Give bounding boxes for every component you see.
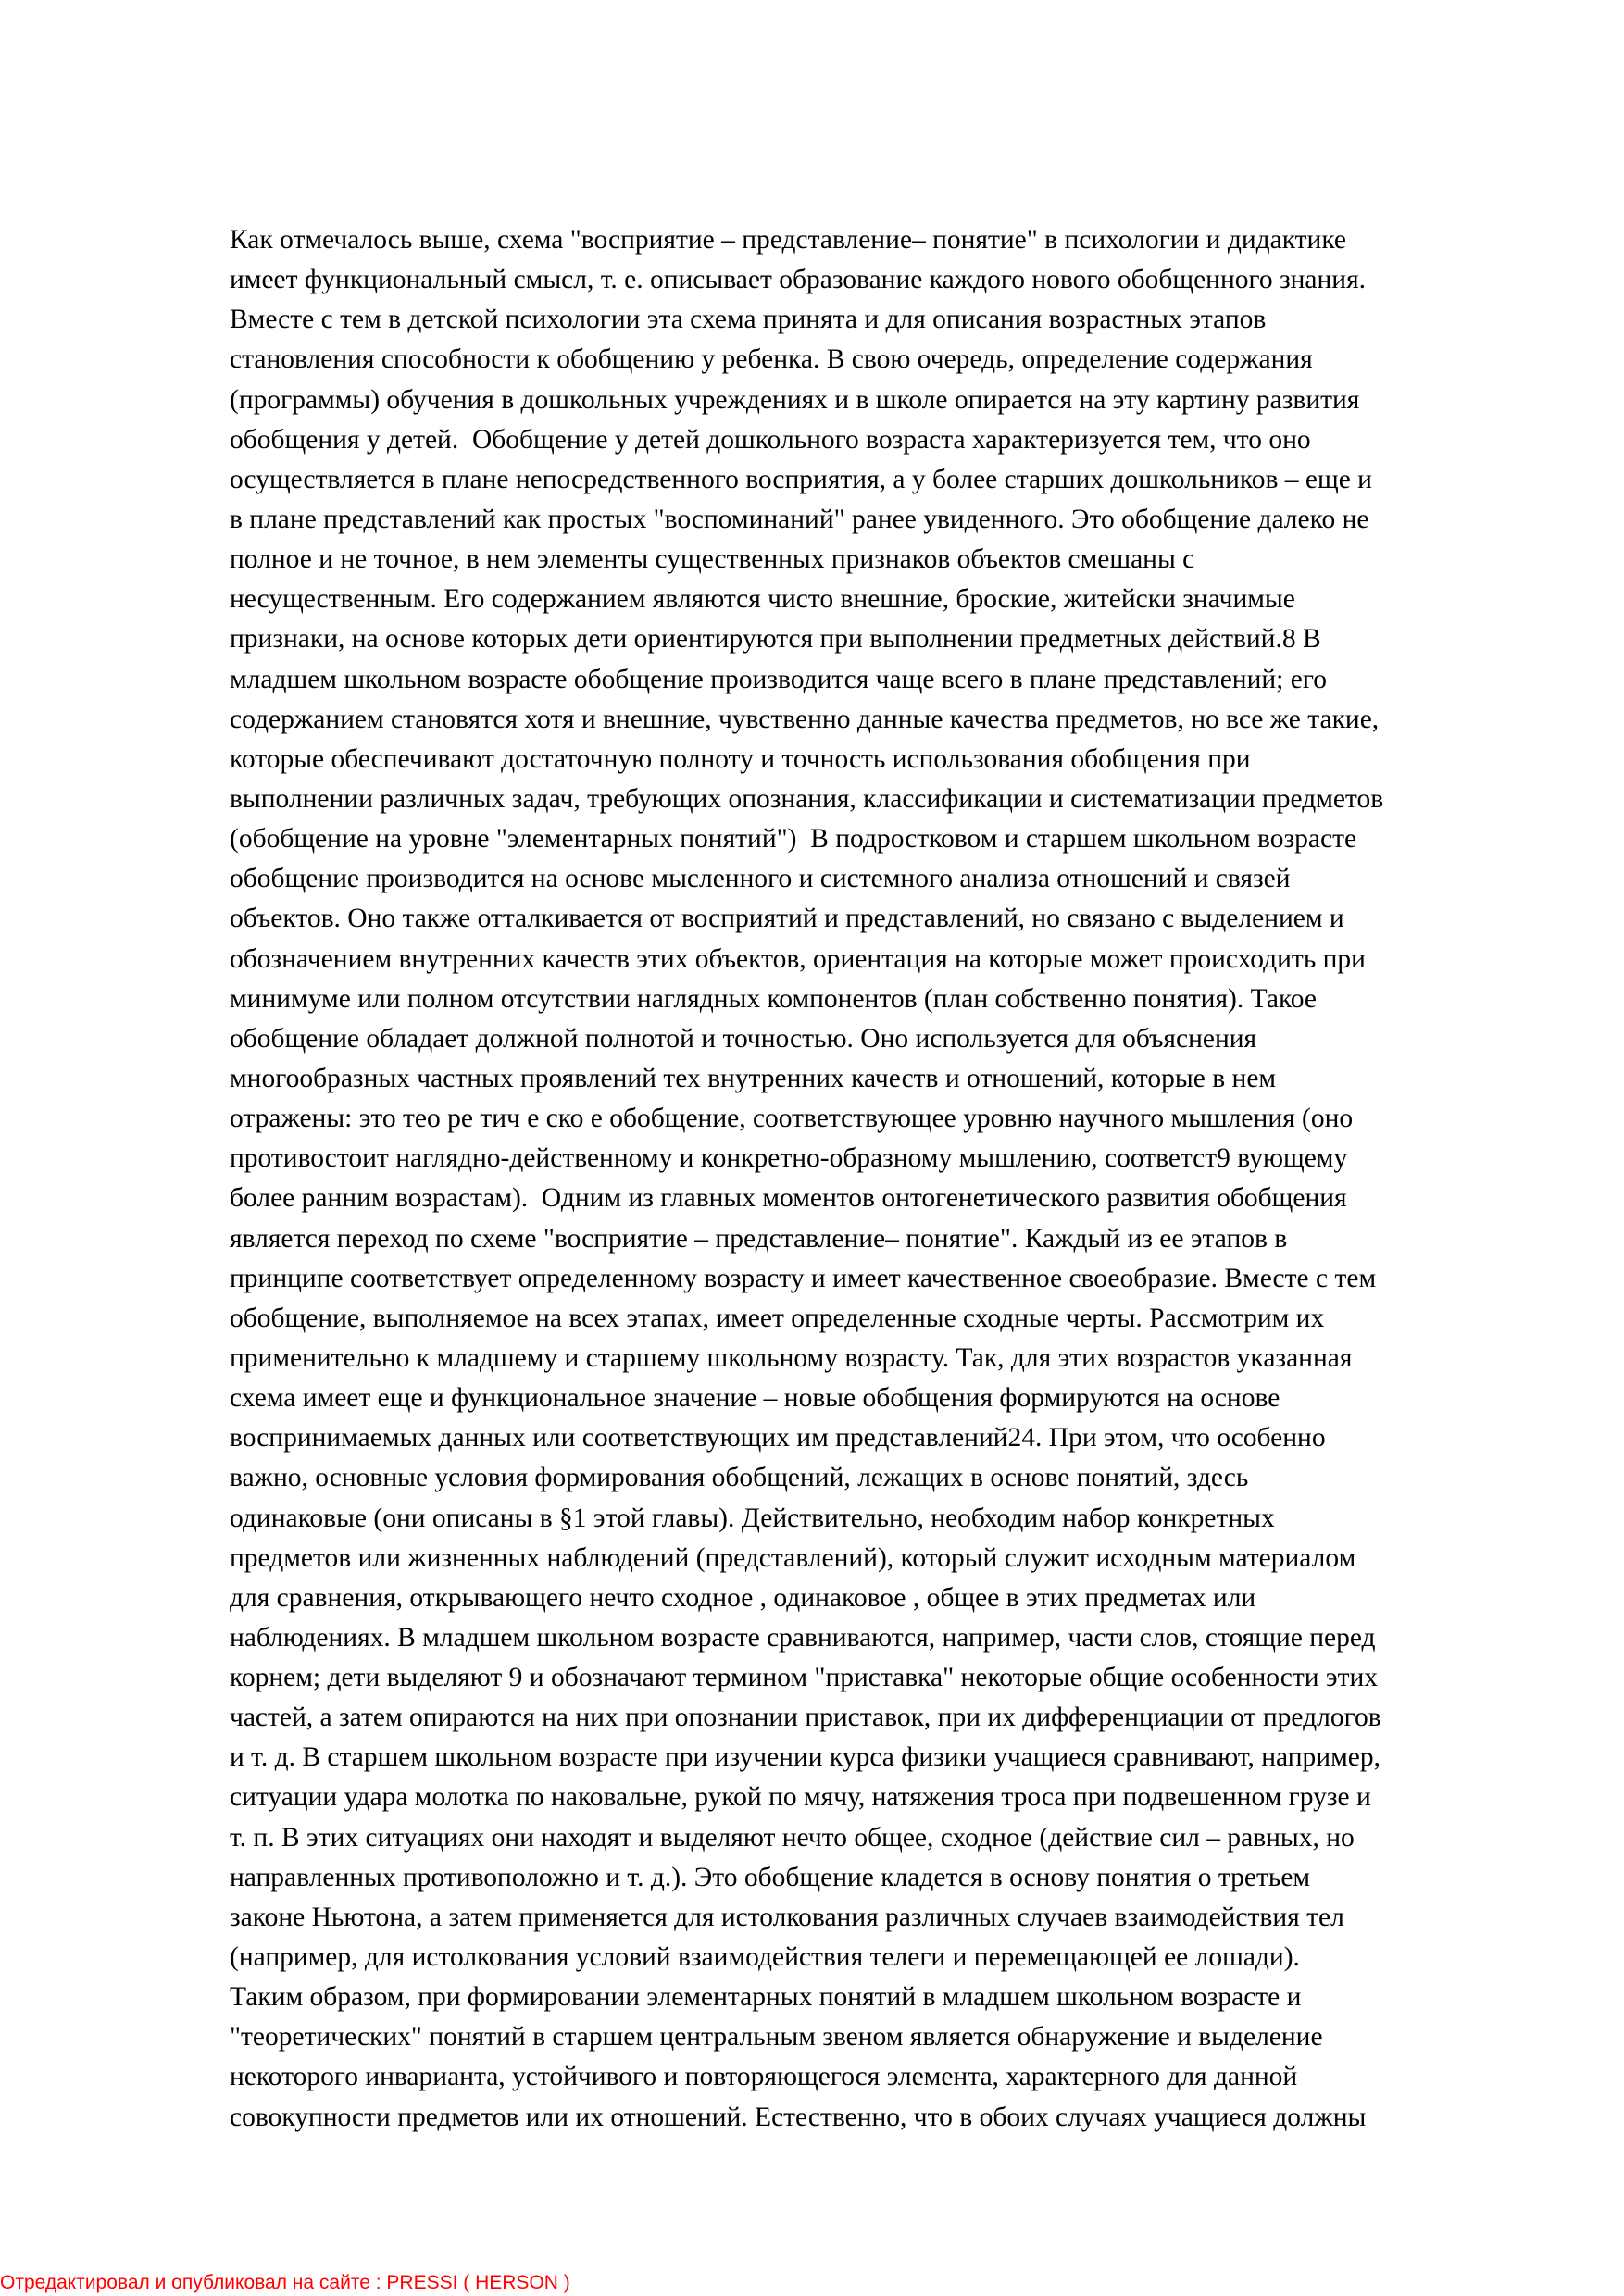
text-line: "теоретических" понятий в старшем центральным звеном является обнаружение и выделение	[230, 2022, 1323, 2053]
text-line: обобщения у детей. Обобщение у детей дошкольного возраста характеризуется тем, что оно	[230, 424, 1311, 455]
text-line: одинаковые (они описаны в §1 этой главы). Действительно, необходим набор конкретных	[230, 1503, 1275, 1533]
text-line: и т. д. В старшем школьном возрасте при изучении курса физики учащиеся сравнивают, например,	[230, 1742, 1380, 1773]
text-line: частей, а затем опираются на них при опознании приставок, при их дифференциации от предлогов	[230, 1703, 1381, 1733]
text-line: принципе соответствует определенному возрасту и имеет качественное своеобразие. Вместе с тем	[230, 1263, 1377, 1293]
text-line: для сравнения, открывающего нечто сходное , одинаковое , общее в этих предметах или	[230, 1582, 1256, 1613]
text-line: минимуме или полном отсутствии наглядных компонентов (план собственно понятия). Такое	[230, 983, 1318, 1014]
text-line: обобщение обладает должной полнотой и точностью. Оно используется для объяснения	[230, 1023, 1257, 1054]
text-line: воспринимаемых данных или соответствующих им представлений24. При этом, что особенно	[230, 1423, 1326, 1454]
text-line: предметов или жизненных наблюдений (представлений), который служит исходным материалом	[230, 1542, 1356, 1573]
text-line: многообразных частных проявлений тех внутренних качеств и отношений, которые в нем	[230, 1063, 1277, 1093]
text-line: Таким образом, при формировании элементарных понятий в младшем школьном возрасте и	[230, 1982, 1302, 2013]
text-line: становления способности к обобщению у ребенка. В свою очередь, определение содержания	[230, 344, 1313, 375]
text-line: в плане представлений как простых "воспоминаний" ранее увиденного. Это обобщение далеко не	[230, 504, 1369, 534]
text-line: обозначением внутренних качеств этих объектов, ориентация на которые может происходить при	[230, 943, 1366, 974]
text-line: объектов. Оно также отталкивается от восприятий и представлений, но связано с выделением и	[230, 904, 1344, 934]
text-line: важно, основные условия формирования обобщений, лежащих в основе понятий, здесь	[230, 1463, 1249, 1493]
publisher-footer: Отредактировал и опубликовал на сайте : PRESSI ( HERSON )	[0, 2272, 570, 2293]
text-line: Вместе с тем в детской психологии эта схема принята и для описания возрастных этапов	[230, 305, 1267, 335]
text-line: полное и не точное, в нем элементы существенных признаков объектов смешаны с	[230, 544, 1195, 575]
text-line: т. п. В этих ситуациях они находят и выделяют нечто общее, сходное (действие сил – равных, но	[230, 1822, 1355, 1853]
text-line: противостоит наглядно-действенному и конкретно-образному мышлению, соответст9 вующему	[230, 1143, 1348, 1174]
text-line: Как отмечалось выше, схема "восприятие – представление– понятие" в психологии и дидактике	[230, 225, 1347, 255]
text-line: имеет функциональный смысл, т. е. описывает образование каждого нового обобщенного знания.	[230, 265, 1367, 295]
text-line: несущественным. Его содержанием являются чисто внешние, броские, житейски значимые	[230, 584, 1295, 615]
text-line: наблюдениях. В младшем школьном возрасте сравниваются, например, части слов, стоящие перед	[230, 1622, 1376, 1653]
body-text	[230, 220, 1581, 2138]
text-line: законе Ньютона, а затем применяется для истолкования различных случаев взаимодействия тел	[230, 1902, 1344, 1932]
text-line: ситуации удара молотка по наковальне, рукой по мячу, натяжения троса при подвешенном грузе и	[230, 1782, 1371, 1813]
text-line: совокупности предметов или их отношений. Естественно, что в обоих случаях учащиеся должны	[230, 2102, 1367, 2132]
text-line: признаки, на основе которых дети ориентируются при выполнении предметных действий.8 В	[230, 624, 1321, 655]
text-line: обобщение производится на основе мысленного и системного анализа отношений и связей	[230, 864, 1291, 894]
text-line: младшем школьном возрасте обобщение производится чаще всего в плане представлений; его	[230, 664, 1327, 694]
text-line: некоторого инварианта, устойчивого и повторяющегося элемента, характерного для данной	[230, 2062, 1298, 2092]
text-line: обобщение, выполняемое на всех этапах, имеет определенные сходные черты. Рассмотрим их	[230, 1303, 1325, 1333]
text-line: направленных противоположно и т. д.). Это обобщение кладется в основу понятия о третьем	[230, 1862, 1311, 1892]
text-line: является переход по схеме "восприятие – представление– понятие". Каждый из ее этапов в	[230, 1223, 1288, 1254]
text-line: (например, для истолкования условий взаимодействия телеги и перемещающей ее лошади).	[230, 1942, 1300, 1973]
text-line: схема имеет еще и функциональное значение – новые обобщения формируются на основе	[230, 1383, 1280, 1414]
text-line: выполнении различных задач, требующих опознания, классификации и систематизации предметов	[230, 783, 1384, 814]
text-line: (обобщение на уровне "элементарных понятий") В подростковом и старшем школьном возрасте	[230, 824, 1357, 855]
text-line: отражены: это тео ре тич е ско е обобщение, соответствующее уровню научного мышления (оно	[230, 1104, 1354, 1134]
text-line: более ранним возрастам). Одним из главных моментов онтогенетического развития обобщения	[230, 1183, 1347, 1214]
text-line: применительно к младшему и старшему школьному возрасту. Так, для этих возрастов указанная	[230, 1342, 1353, 1373]
text-line: (программы) обучения в дошкольных учреждениях и в школе опирается на эту картину развития	[230, 384, 1360, 415]
text-line: осуществляется в плане непосредственного восприятия, а у более старших дошкольников – еще и	[230, 464, 1372, 494]
text-line: содержанием становятся хотя и внешние, чувственно данные качества предметов, но все же такие,	[230, 704, 1380, 734]
text-line: которые обеспечивают достаточную полноту и точность использования обобщения при	[230, 743, 1251, 774]
text-line: корнем; дети выделяют 9 и обозначают термином "приставка" некоторые общие особенности этих	[230, 1663, 1378, 1693]
